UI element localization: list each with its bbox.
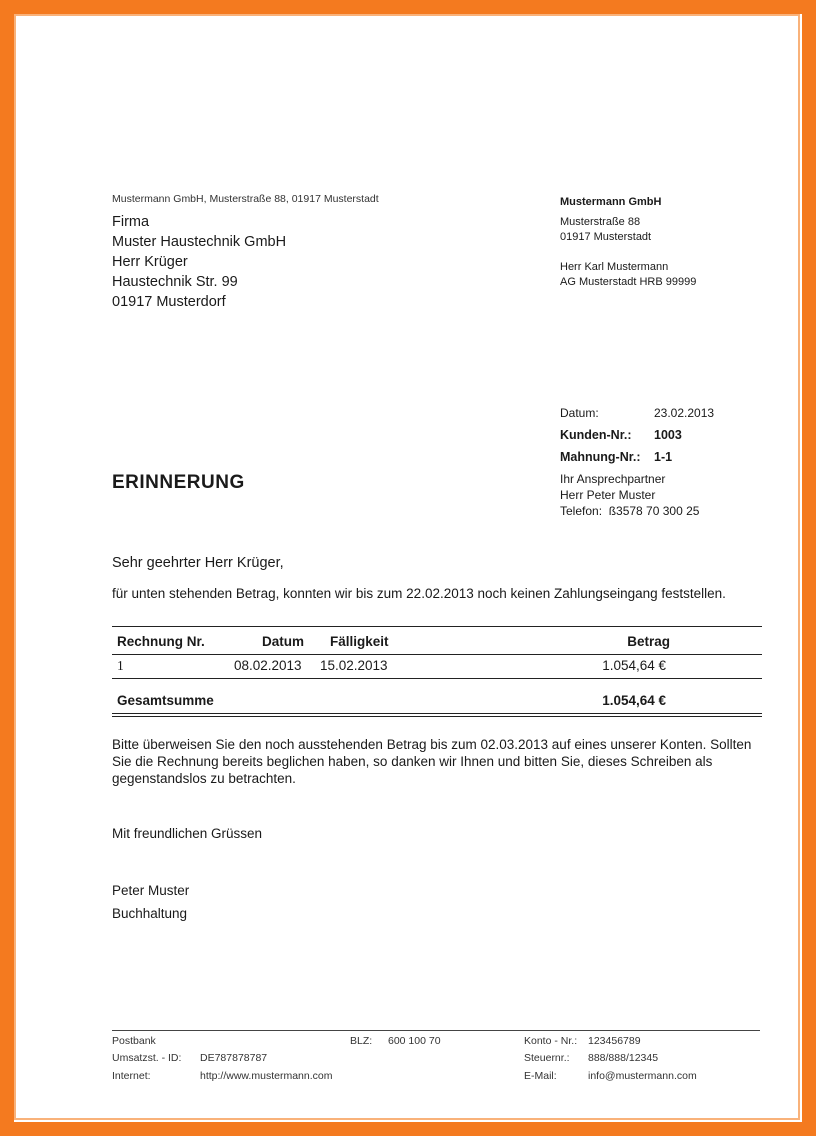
company-street: Musterstraße 88 bbox=[560, 215, 641, 228]
footer-web-label: Internet: bbox=[112, 1070, 151, 1082]
footer-vat-label: Umsatzst. - ID: bbox=[112, 1052, 182, 1064]
footer-email-link[interactable]: info@mustermann.com bbox=[588, 1070, 697, 1082]
recipient-line: Firma bbox=[112, 214, 150, 230]
date-value: 23.02.2013 bbox=[654, 406, 715, 420]
total-label: Gesamtsumme bbox=[117, 693, 214, 708]
company-manager: Herr Karl Mustermann bbox=[560, 260, 669, 273]
contact-name: Herr Peter Muster bbox=[560, 488, 656, 502]
contact-label: Ihr Ansprechpartner bbox=[560, 472, 666, 486]
signature-department: Buchhaltung bbox=[112, 906, 188, 921]
total-value: 1.054,64 € bbox=[602, 693, 666, 708]
contact-person bbox=[560, 471, 699, 519]
sender-return-address: Mustermann GmbH, Musterstraße 88, 01917 Musterstadt bbox=[112, 193, 379, 205]
reminder-number-value: 1-1 bbox=[654, 450, 673, 464]
recipient-line: Haustechnik Str. 99 bbox=[112, 274, 238, 290]
body-paragraph: Bitte überweisen Sie den noch ausstehenden Betrag bis zum 02.03.2013 auf eines unserer Konten. Sollten Sie die Rechnung bereits beglichen haben, so danken wir Ihnen und bitten Sie, dieses Schreiben als gegenstandslos zu betrachten. bbox=[112, 737, 752, 786]
customer-number-value: 1003 bbox=[654, 428, 682, 442]
row-amount: 1.054,64 € bbox=[602, 658, 666, 673]
footer-tax-value: 888/888/12345 bbox=[588, 1052, 659, 1064]
company-info bbox=[560, 195, 696, 291]
letter-title: ERINNERUNG bbox=[112, 472, 245, 493]
footer-account-label: Konto - Nr.: bbox=[524, 1035, 578, 1047]
signature bbox=[112, 879, 189, 925]
recipient-line: Herr Krüger bbox=[112, 254, 188, 270]
contact-phone: Telefon: ß3578 70 300 25 bbox=[560, 504, 700, 518]
company-name: Mustermann GmbH bbox=[560, 196, 662, 208]
footer-blz-value: 600 100 70 bbox=[388, 1035, 441, 1047]
footer-web-link[interactable]: http://www.mustermann.com bbox=[200, 1070, 333, 1082]
greeting: Sehr geehrter Herr Krüger, bbox=[112, 555, 284, 571]
footer-bank-label: Postbank bbox=[112, 1035, 156, 1047]
row-date: 08.02.2013 bbox=[234, 658, 302, 673]
recipient-line: 01917 Musterdorf bbox=[112, 294, 226, 310]
letter-meta bbox=[560, 402, 714, 468]
footer-tax-label: Steuernr.: bbox=[524, 1052, 570, 1064]
company-register: AG Musterstadt HRB 99999 bbox=[560, 276, 697, 288]
signature-name: Peter Muster bbox=[112, 883, 190, 898]
customer-number-label: Kunden-Nr.: bbox=[560, 428, 632, 442]
footer-vat-value: DE787878787 bbox=[200, 1052, 268, 1064]
header-amount: Betrag bbox=[627, 634, 670, 649]
footer-email-label: E-Mail: bbox=[524, 1070, 557, 1082]
date-label: Datum: bbox=[560, 406, 599, 420]
closing: Mit freundlichen Grüssen bbox=[112, 826, 263, 841]
footer-blz-label: BLZ: bbox=[350, 1035, 373, 1047]
recipient-line: Muster Haustechnik GmbH bbox=[112, 234, 287, 250]
row-invoice: 1 bbox=[117, 658, 124, 673]
recipient-address bbox=[112, 212, 286, 312]
company-city: 01917 Musterstadt bbox=[560, 231, 652, 243]
row-due: 15.02.2013 bbox=[320, 658, 388, 673]
header-invoice: Rechnung Nr. bbox=[117, 634, 205, 649]
reminder-number-label: Mahnung-Nr.: bbox=[560, 450, 641, 464]
intro-paragraph: für unten stehenden Betrag, konnten wir bis zum 22.02.2013 noch keinen Zahlungseingang feststellen. bbox=[112, 586, 726, 601]
header-due: Fälligkeit bbox=[330, 634, 389, 649]
footer-account-value: 123456789 bbox=[588, 1035, 641, 1047]
header-date: Datum bbox=[262, 634, 305, 649]
